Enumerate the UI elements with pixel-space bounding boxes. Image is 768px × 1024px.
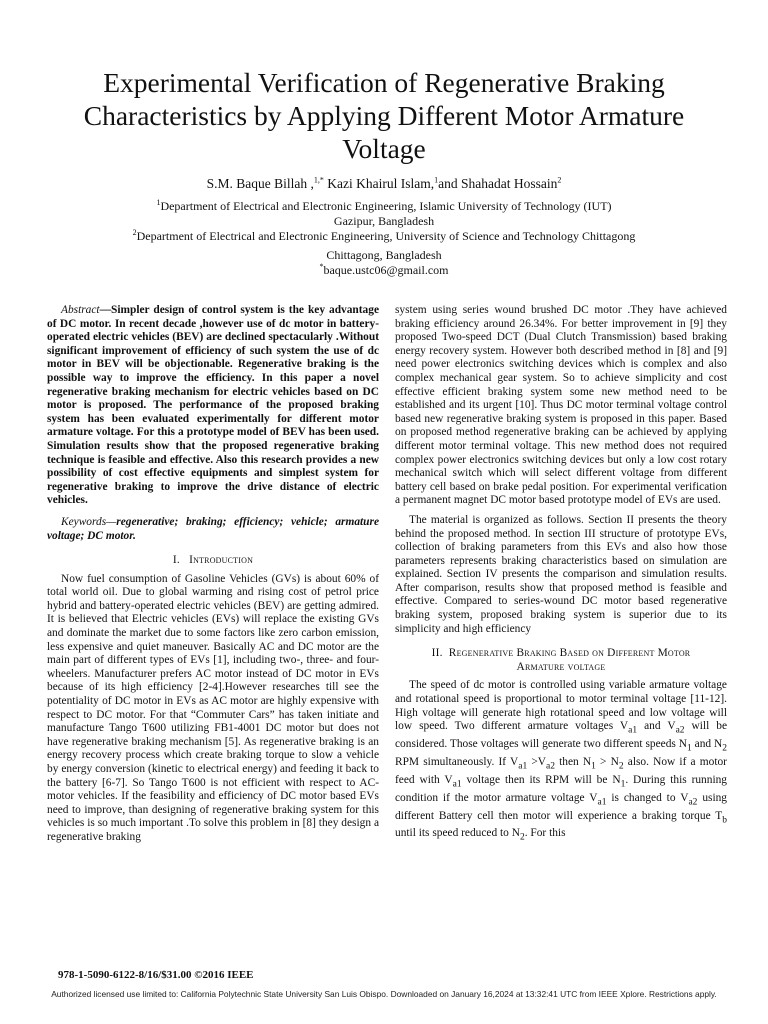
contact-email: *baque.ustc06@gmail.com <box>319 262 449 277</box>
isbn-copyright: 978-1-5090-6122-8/16/$31.00 ©2016 IEEE <box>58 969 254 981</box>
left-column <box>47 304 379 845</box>
abstract-label: Abstract <box>61 304 100 316</box>
affiliation-2: $^2$Department of Electrical and Electronic Engineering, University of Science and Technology Chittagong <box>132 228 636 243</box>
author-list <box>40 176 728 192</box>
organization-paragraph: The material is organized as follows. Section II presents the theory behind the proposed method. In section III structure of prototype EVs, collection of braking parameters from this EVs and also how those parameters represents braking characteristics based on simulation are explained. Section IV presents the comparison and simulation results. After comparison, results show that proposed method is feasible and effective. Compared to series-wound DC motor based regenerative braking system, proposed braking system is superior due to its simplicity and high efficiency <box>395 513 727 635</box>
section-heading-introduction: I. Introduction <box>172 554 254 567</box>
abstract-text: —Simpler design of control system is the key advantage of DC motor. In recent decade ,however use of dc motor in battery-operated electric vehicles (BEV) are declined spectacularly .Without significant improvement of efficiency of such system the use of dc motor in BEV will be objectionable. Regenerative braking is the possible way to improve the efficiency. In this paper a novel regenerative braking mechanism for electric vehicles based on DC motor is proposed. The performance of the proposed braking system has been evaluated experimentally for different motor armature voltage. For this a prototype model of BEV has been used. Simulation results show that the proposed regenerative braking technique is feasible and effective. Also this research provides a new possibility of cost effective equipments and simplest system for regenerative braking to improve the drive distance of electric vehicles. <box>47 304 379 507</box>
author-affil-mark: 1 <box>434 175 439 185</box>
right-column <box>395 304 727 845</box>
intro-paragraph: Now fuel consumption of Gasoline Vehicles (GVs) is about 60% of total world oil. Due to global warming and rising cost of petrol price hybrid and battery-operated electric vehicles (BEV) are getting admired. It is believed that Electric vehicles (EVs) will replace the existing GVs and dominate the market due to some factors like zero carbon emission, less expensive and quiet maneuver. Basically AC and DC motor are the main part of different types of EVs [1], including two-, three- and four-wheelers. Manufacturer prefers AC motor instead of DC motor in EVs because of its high efficiency [2-4].However researches till see the potentiality of DC motor in EVs as AC motor are highly expensive with respect to DC motor. For that “Commuter Cars” has taken initiate and manufacture Tango T600 utilizing FB1-4001 DC motor but does not have regenerative braking mechanism [5]. As regenerative braking is an energy recovery process which create braking torque to slow a vehicle by energy conversion (kinetic to electrical energy) and feeding it back to the battery [6-7]. So Tango T600 is not efficient with respect to AC-motor vehicles. If the feasibility and efficiency of DC motor based EVs need to improve, than designing of regenerative braking system for this vehicles is so much important .To solve this problem in [8] they design a regenerative braking <box>47 572 379 843</box>
section-heading-regenerative-braking: II. Regenerative Braking Based on Different Motor Armature voltage <box>431 647 691 673</box>
keywords <box>47 516 379 543</box>
keywords-text: regenerative; braking; efficiency; vehicle; armature voltage; DC motor. <box>47 515 379 542</box>
affiliation-1-location: Gazipur, Bangladesh <box>333 214 435 228</box>
keywords-label: Keywords— <box>61 515 117 528</box>
author-name: and Shahadat Hossain <box>438 176 558 191</box>
author-affil-mark: 1,* <box>313 175 324 185</box>
intro-paragraph-continued: system using series wound brushed DC motor .They have achieved braking efficiency around 26.34%. For better improvement in [9] they proposed Two-speed DCT (Dual Clutch Transmission) based braking energy recovery system. However both described method in [8] and [9] need power electronics switching devices which is complex and also complex mechanical gear system. So to achieve simplicity and cost effective efficient braking system some new method need to be established and its urgent [10]. Thus DC motor terminal voltage control based new regenerative braking system is proposed in this paper. Based on proposed method regenerative braking can be achieved by applying different motor terminal voltage. This new method does not required complex power electronics switching devices but only a low cost rotary mechanical switch which will select different voltage from different battery cell based on brake pedal position. For experimental verification a permanent magnet DC motor based prototype model of EVs are used. <box>395 304 727 507</box>
affiliation-2-location: Chittagong, Bangladesh <box>326 248 442 262</box>
paper-title: Experimental Verification of Regenerative Braking Characteristics by Applying Different Motor Armature Voltage <box>83 67 685 164</box>
abstract <box>47 304 379 508</box>
affiliation-1: $^1$Department of Electrical and Electronic Engineering, Islamic University of Technology (IUT) <box>156 198 612 213</box>
author-name: Kazi Khairul Islam, <box>323 176 435 191</box>
author-name: S.M. Baque Billah , <box>206 176 314 191</box>
license-notice: Authorized licensed use limited to: California Polytechnic State University San Luis Obispo. Downloaded on January 16,2024 at 13:32:41 UTC from IEEE Xplore. Restrictions apply. <box>51 989 717 999</box>
author-affil-mark: 2 <box>557 175 562 185</box>
section2-paragraph: The speed of dc motor is controlled using variable armature voltage and rotational speed is proportional to motor terminal voltage [11-12]. High voltage will generate high rotational speed and low voltage will low speed. Two different armature voltages $V_{a1}$ and $V_{a2}$ will be considered. Those voltages will generate two different speeds $N_1$ and $N_2$ RPM simultaneously. If $V_{a1} >V_{a2}$ then $N_1 > N_2$ also. Now if a motor feed with $V_{a1}$ voltage then its RPM will be $N_1$. During this running condition if the motor armature voltage $V_{a1}$ is changed to $V_{a2}$ using different Battery cell then motor will experience a braking torque $T_b$ until its speed reduced to $N_2$. For this <box>395 679 728 843</box>
